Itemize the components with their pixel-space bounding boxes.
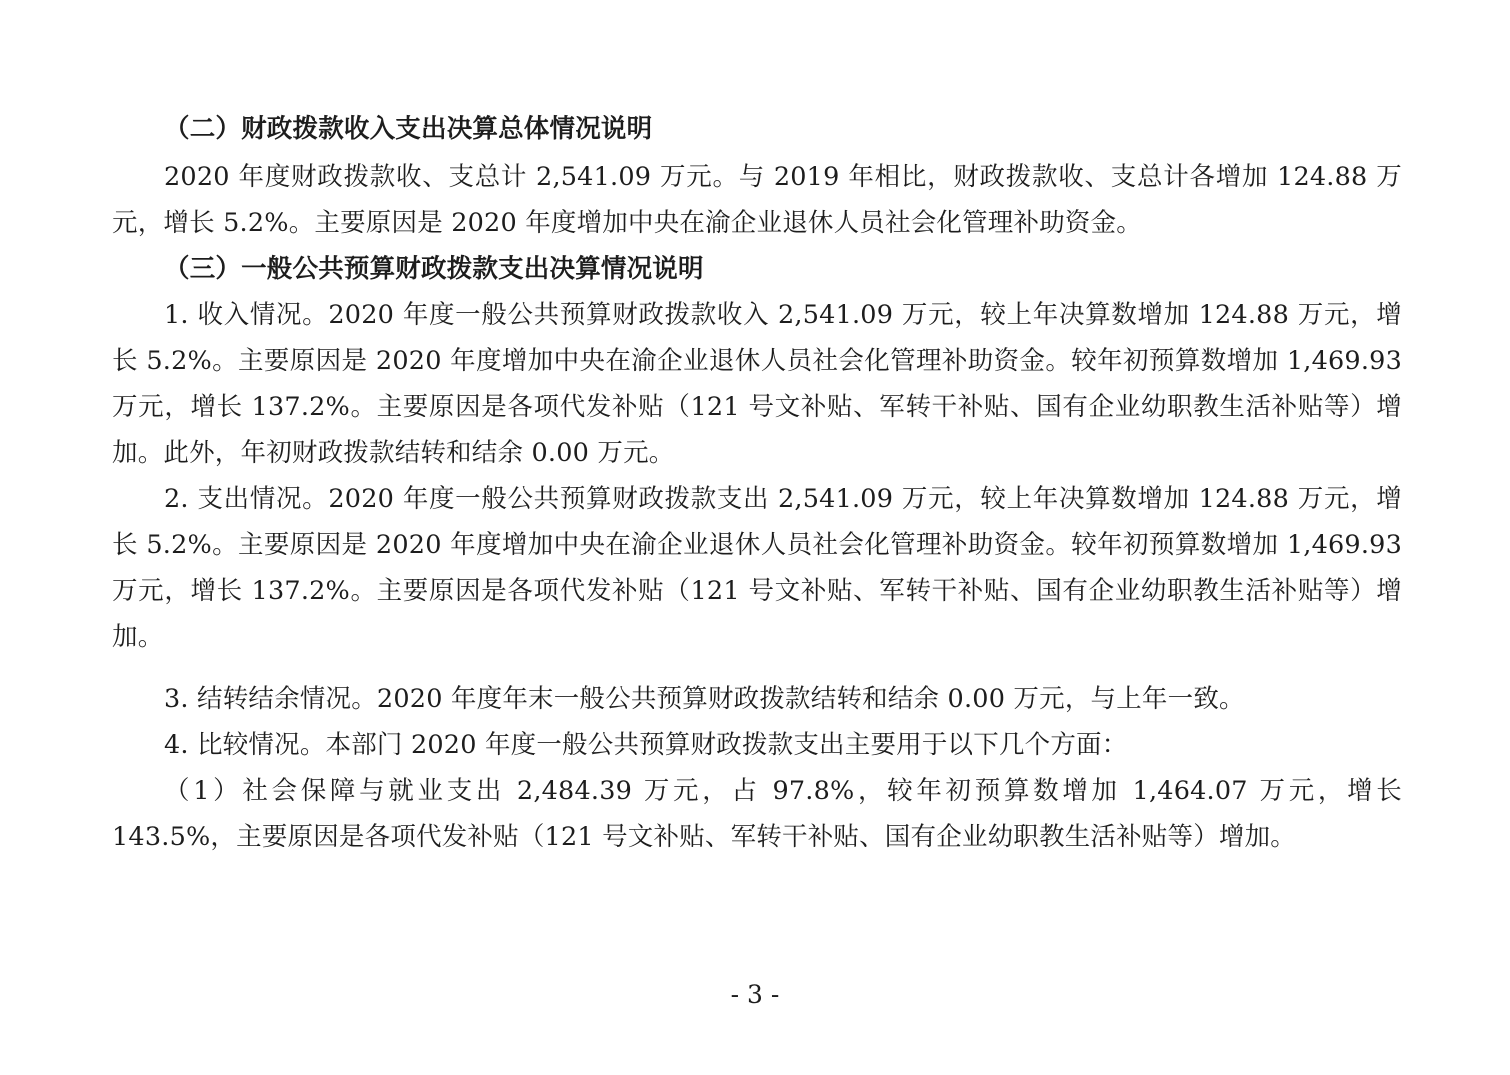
paragraph-social-security-expenditure: （1）社会保障与就业支出 2,484.39 万元，占 97.8%，较年初预算数增加 1,464.07 万元，增长 143.5%，主要原因是各项代发补贴（121 号文补贴、军转干补贴、国有企业幼职教生活补贴等）增加。	[112, 776, 1402, 852]
paragraph-comparison: 4. 比较情况。本部门 2020 年度一般公共预算财政拨款支出主要用于以下几个方面：	[164, 730, 1128, 760]
section-heading-2: （二）财政拨款收入支出决算总体情况说明	[164, 114, 653, 144]
paragraph-income-situation: 1. 收入情况。2020 年度一般公共预算财政拨款收入 2,541.09 万元，较上年决算数增加 124.88 万元，增长 5.2%。主要原因是 2020 年度增加中央在渝企业退休人员社会化管理补助资金。较年初预算数增加 1,469.93 万元，增长 137.2%。主要原因是各项代发补贴（121 号文补贴、军转干补贴、国有企业幼职教生活补贴等）增加。此外，年初财政拨款结转和结余 0.00 万元。	[112, 300, 1402, 468]
document-body	[112, 106, 1402, 860]
paragraph-total-appropriation: 2020 年度财政拨款收、支总计 2,541.09 万元。与 2019 年相比，财政拨款收、支总计各增加 124.88 万元，增长 5.2%。主要原因是 2020 年度增加中央在渝企业退休人员社会化管理补助资金。	[112, 162, 1402, 238]
paragraph-carryover-balance: 3. 结转结余情况。2020 年度年末一般公共预算财政拨款结转和结余 0.00 万元，与上年一致。	[164, 684, 1245, 714]
section-heading-3: （三）一般公共预算财政拨款支出决算情况说明	[164, 254, 704, 284]
page-number: - 3 -	[730, 980, 780, 1009]
paragraph-expenditure-situation: 2. 支出情况。2020 年度一般公共预算财政拨款支出 2,541.09 万元，较上年决算数增加 124.88 万元，增长 5.2%。主要原因是 2020 年度增加中央在渝企业退休人员社会化管理补助资金。较年初预算数增加 1,469.93 万元，增长 137.2%。主要原因是各项代发补贴（121 号文补贴、军转干补贴、国有企业幼职教生活补贴等）增加。	[112, 484, 1402, 652]
